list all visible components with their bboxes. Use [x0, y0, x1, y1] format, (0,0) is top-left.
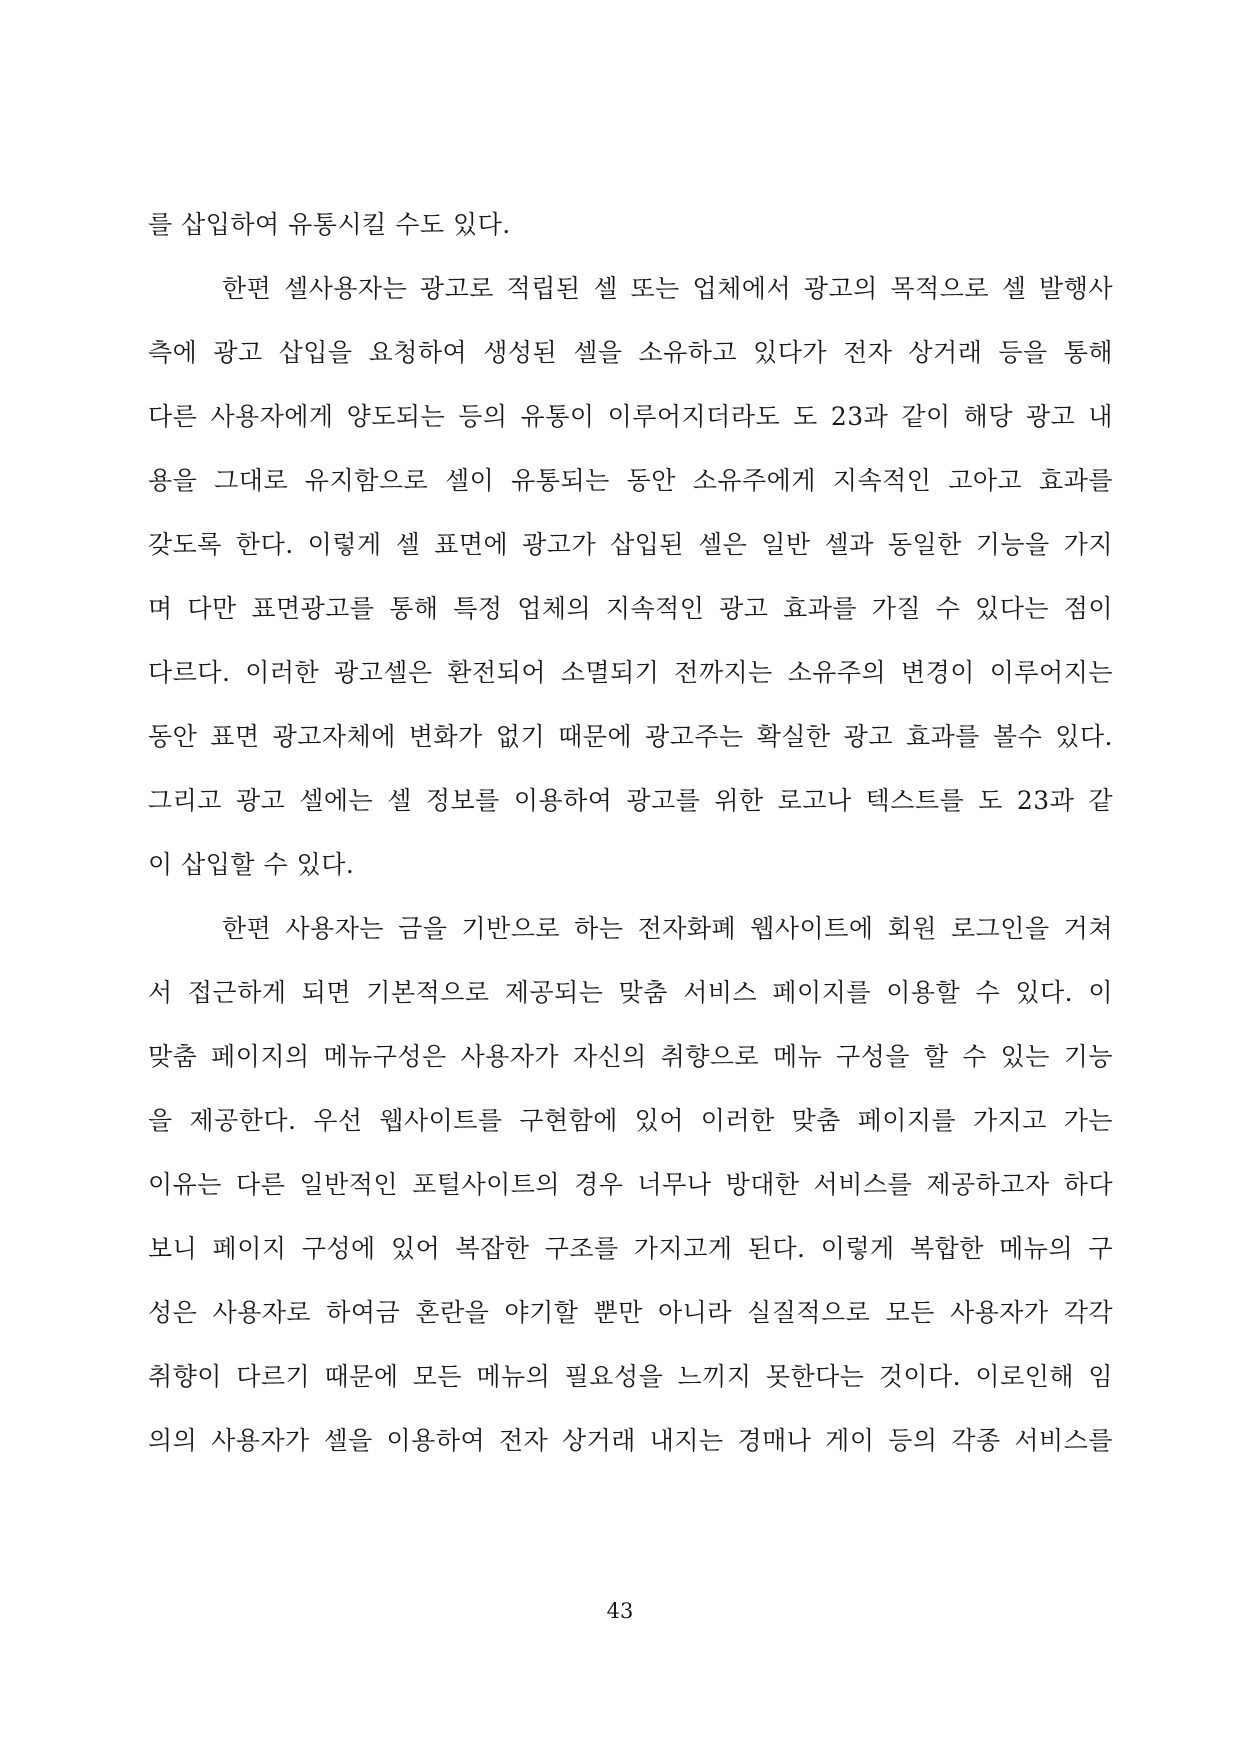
body-line: 며 다만 표면광고를 통해 특정 업체의 지속적인 광고 효과를 가질 수 있다는 점이	[148, 594, 1113, 623]
body-line: 성은 사용자로 하여금 혼란을 야기할 뿐만 아니라 실질적으로 모든 사용자가 각각	[148, 1298, 1113, 1327]
body-line: 맞춤 페이지의 메뉴구성은 사용자가 자신의 취향으로 메뉴 구성을 할 수 있는 기능	[148, 1042, 1113, 1071]
body-line: 취향이 다르기 때문에 모든 메뉴의 필요성을 느끼지 못한다는 것이다. 이로인해 임	[148, 1362, 1113, 1391]
body-line: 다르다. 이러한 광고셀은 환전되어 소멸되기 전까지는 소유주의 변경이 이루어지는	[148, 658, 1113, 687]
body-line: 다른 사용자에게 양도되는 등의 유통이 이루어지더라도 도 23과 같이 해당 광고 내	[148, 402, 1113, 431]
body-line: 이유는 다른 일반적인 포털사이트의 경우 너무나 방대한 서비스를 제공하고자 하다	[148, 1170, 1113, 1199]
body-line: 측에 광고 삽입을 요청하여 생성된 셀을 소유하고 있다가 전자 상거래 등을 통해	[148, 338, 1113, 367]
body-line: 의의 사용자가 셀을 이용하여 전자 상거래 내지는 경매나 게이 등의 각종 서비스를	[148, 1426, 1113, 1455]
body-line: 을 제공한다. 우선 웹사이트를 구현함에 있어 이러한 맞춤 페이지를 가지고 가는	[148, 1106, 1113, 1135]
body-line: 이 삽입할 수 있다.	[148, 850, 355, 879]
body-line: 한편 셀사용자는 광고로 적립된 셀 또는 업체에서 광고의 목적으로 셀 발행사	[222, 274, 1113, 303]
page-number: 43	[606, 1599, 634, 1623]
body-line: 동안 표면 광고자체에 변화가 없기 때문에 광고주는 확실한 광고 효과를 볼수 있다.	[148, 722, 1113, 751]
body-line: 서 접근하게 되면 기본적으로 제공되는 맞춤 서비스 페이지를 이용할 수 있다. 이	[148, 978, 1113, 1007]
body-line: 한편 사용자는 금을 기반으로 하는 전자화폐 웹사이트에 회원 로그인을 거쳐	[222, 914, 1113, 943]
body-line: 를 삽입하여 유통시킬 수도 있다.	[148, 210, 511, 239]
body-line: 갖도록 한다. 이렇게 셀 표면에 광고가 삽입된 셀은 일반 셀과 동일한 기능을 가지	[148, 530, 1113, 559]
body-line: 보니 페이지 구성에 있어 복잡한 구조를 가지고게 된다. 이렇게 복합한 메뉴의 구	[148, 1234, 1113, 1263]
body-line: 용을 그대로 유지함으로 셀이 유통되는 동안 소유주에게 지속적인 고아고 효과를	[148, 466, 1113, 495]
body-line: 그리고 광고 셀에는 셀 정보를 이용하여 광고를 위한 로고나 텍스트를 도 23과 같	[148, 786, 1113, 815]
